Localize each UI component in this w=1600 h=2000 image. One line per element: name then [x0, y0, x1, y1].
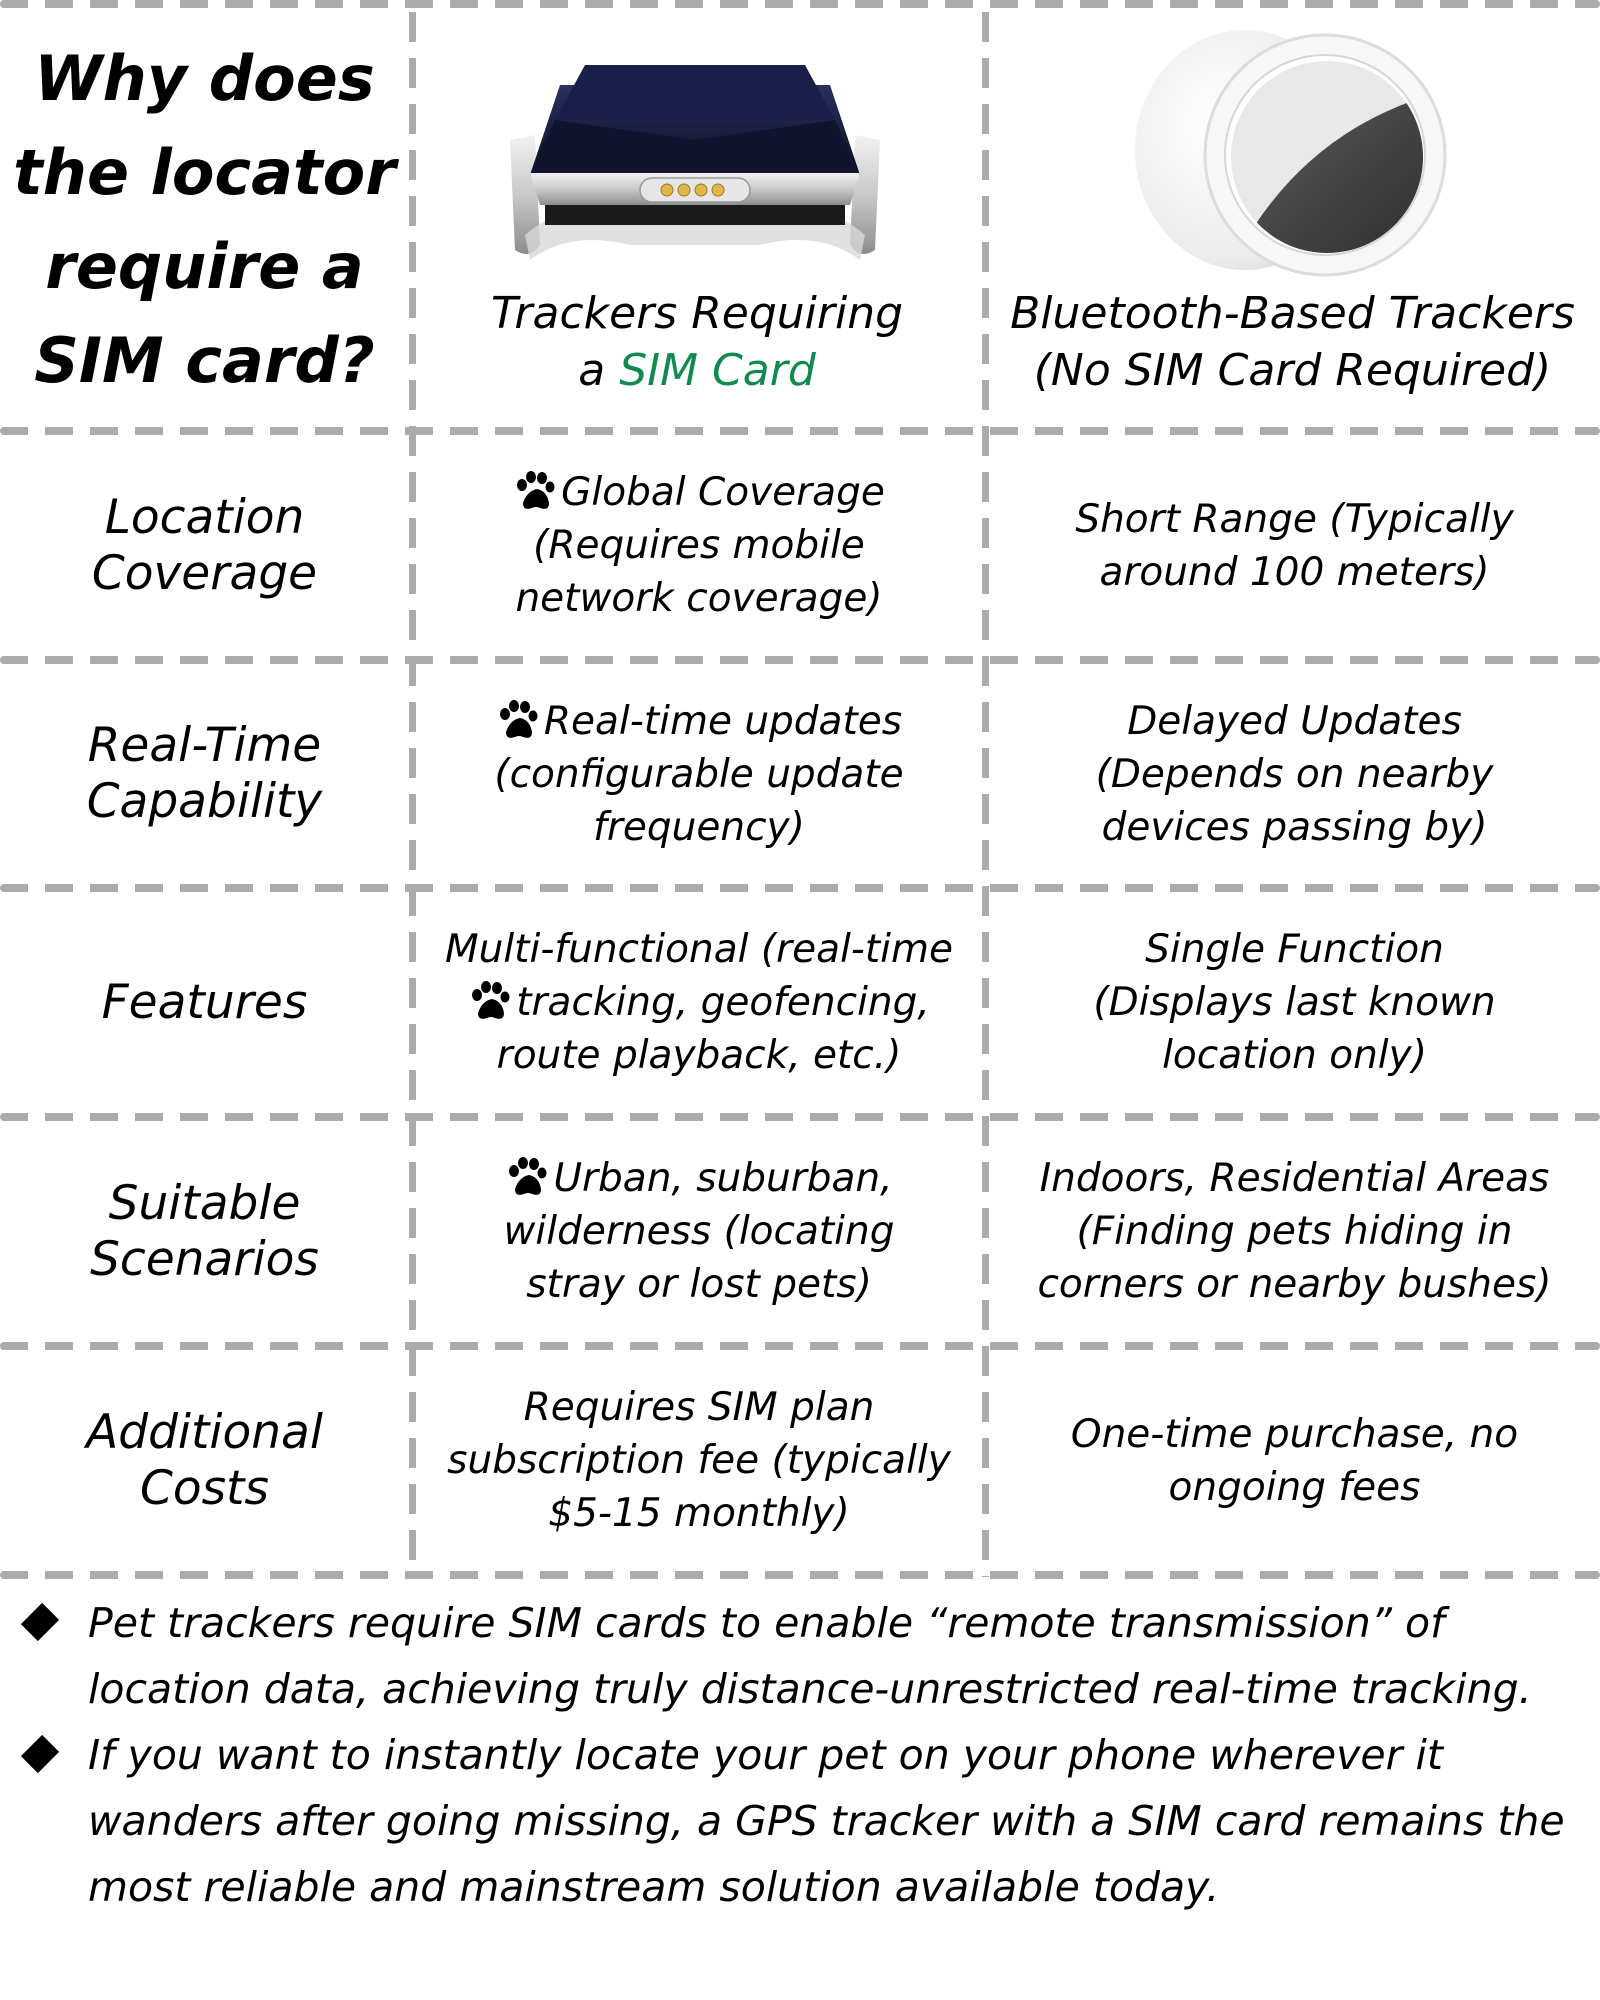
title-line: Why does — [34, 42, 375, 115]
summary-notes — [0, 1590, 1600, 1920]
cell-sim-costs: Requires SIM plan subscription fee (typically $5-15 monthly) — [447, 1385, 951, 1536]
title-line: require a — [45, 230, 364, 303]
divider-col-1 — [409, 12, 416, 1577]
gps-tracker-image — [490, 45, 900, 275]
paw-print-icon — [496, 700, 540, 740]
cell-bt-location-coverage: Short Range (Typically around 100 meters) — [1075, 496, 1514, 595]
header-sim-tracker — [412, 285, 982, 399]
diamond-bullet-icon — [21, 1603, 59, 1641]
paw-print-icon — [468, 981, 512, 1021]
title-line: the locator — [13, 136, 396, 209]
cell-bt-real-time: Delayed Updates (Depends on nearby devices passing by) — [1095, 698, 1494, 850]
divider-top — [0, 0, 1600, 8]
sim-card-highlight: SIM Card — [619, 345, 816, 396]
divider-header-bottom — [0, 427, 1600, 435]
row-label-real-time-capability: Real-Time Capability — [86, 718, 323, 829]
row-label-location-coverage: Location Coverage — [91, 489, 318, 601]
row-label-features: Features — [101, 974, 308, 1030]
row-label-suitable-scenarios: Suitable Scenarios — [90, 1175, 319, 1287]
divider-row-1 — [0, 656, 1600, 664]
header-bt-line2: (No SIM Card Required) — [1033, 345, 1552, 396]
header-bt-line1: Bluetooth-Based Trackers — [1010, 288, 1575, 339]
note-item: If you want to instantly locate your pet on your phone wherever it wanders after going missing, a GPS tracker with a SIM card remains the most reliable and mainstream solution available today. — [0, 1722, 1600, 1920]
divider-row-4 — [0, 1342, 1600, 1350]
row-label-additional-costs: Additional Costs — [86, 1404, 323, 1516]
bluetooth-tracker-image — [1115, 25, 1475, 285]
diamond-bullet-icon — [21, 1735, 59, 1773]
page-title — [0, 20, 409, 420]
title-line: SIM card? — [34, 324, 375, 397]
divider-row-3 — [0, 1113, 1600, 1121]
cell-bt-costs: One-time purchase, no ongoing fees — [1070, 1411, 1519, 1510]
header-sim-line2: a SIM Card — [578, 345, 816, 396]
cell-sim-real-time: Real-time updates (configurable update frequency) — [494, 698, 904, 850]
cell-sim-scenarios: Urban, suburban, wilderness (locating stray or lost pets) — [503, 1156, 895, 1307]
cell-sim-features: Multi-functional (real-time tracking, geofencing, route playback, etc.) — [444, 927, 953, 1078]
note-item: Pet trackers require SIM cards to enable “remote transmission” of location data, achieving truly distance-unrestricted real-time tracking. — [0, 1590, 1600, 1722]
header-bluetooth-tracker — [985, 285, 1600, 399]
paw-print-icon — [505, 1157, 549, 1197]
paw-print-icon — [513, 471, 557, 511]
divider-col-2 — [982, 12, 989, 1577]
cell-bt-features: Single Function (Displays last known location only) — [1093, 927, 1496, 1078]
cell-bt-scenarios: Indoors, Residential Areas (Finding pets hiding in corners or nearby bushes) — [1037, 1156, 1552, 1307]
divider-row-2 — [0, 884, 1600, 892]
divider-row-5 — [0, 1571, 1600, 1579]
cell-sim-location-coverage: Global Coverage (Requires mobile network coverage) — [416, 435, 982, 656]
header-sim-line1: Trackers Requiring — [490, 288, 904, 339]
